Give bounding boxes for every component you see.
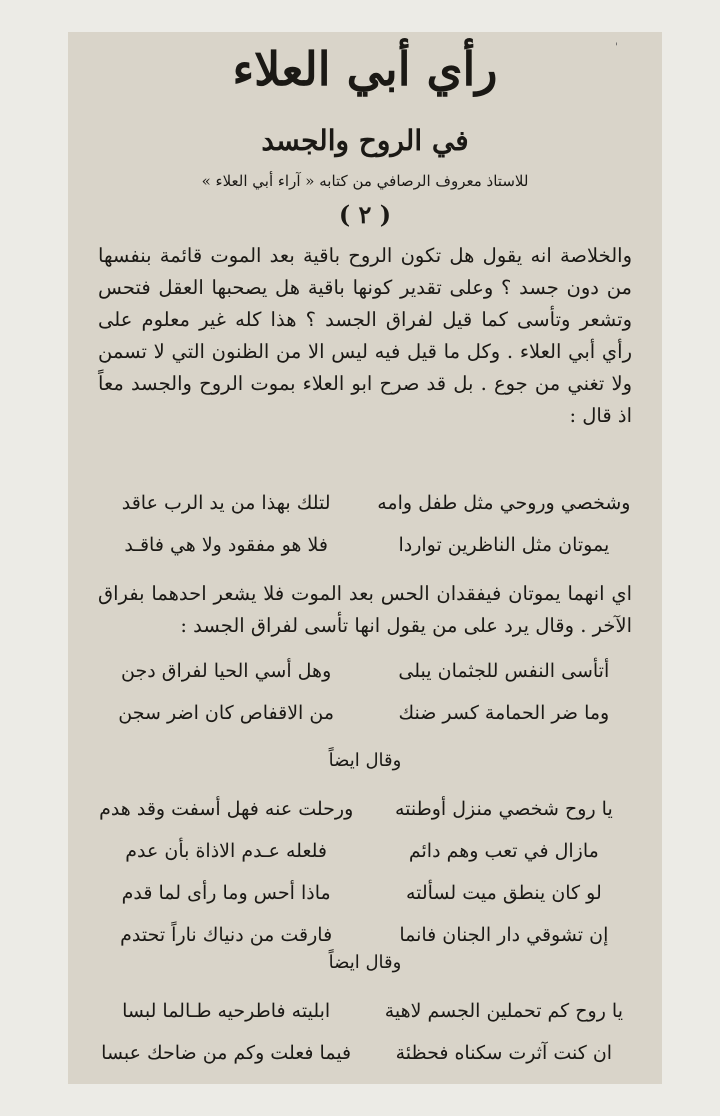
verse-line bbox=[98, 882, 632, 924]
article-title: رأي أبي العلاء bbox=[232, 42, 498, 96]
hemistich-second: ورحلت عنه فهل أسفت وقد هدم bbox=[99, 798, 354, 820]
verse-line bbox=[98, 702, 632, 744]
verse-line bbox=[98, 840, 632, 882]
hemistich-second: فلعله عـدم الاذاة بأن عدم bbox=[125, 840, 328, 862]
verse-block-2 bbox=[98, 660, 632, 744]
hemistich-first: وشخصي وروحي مثل طفل وامه bbox=[377, 492, 631, 514]
verse-line bbox=[98, 1000, 632, 1042]
article-subtitle: في الروح والجسد bbox=[261, 124, 469, 157]
hemistich-second: وهل أسي الحيا لفراق دجن bbox=[121, 660, 332, 682]
paragraph-explanation: اي انهما يموتان فيفقدان الحس بعد الموت فلا يشعر احدهما بفراق الآخر . وقال يرد على من يقول انها تأسى لفراق الجسد : bbox=[98, 582, 632, 637]
hemistich-second: فيما فعلت وكم من ضاحك عبسا bbox=[101, 1042, 352, 1064]
corner-mark: ' bbox=[615, 42, 618, 53]
hemistich-first: أتأسى النفس للجثمان يبلى bbox=[398, 660, 610, 682]
verse-line bbox=[98, 1042, 632, 1084]
hemistich-second: ابليته فاطرحيه طـالما لبسا bbox=[122, 1000, 331, 1022]
verse-line bbox=[98, 534, 632, 576]
hemistich-first: يموتان مثل الناظرين تواردا bbox=[398, 534, 610, 556]
hemistich-second: فلا هو مفقود ولا هي فاقـد bbox=[124, 534, 328, 556]
part-number: ( ٢ ) bbox=[338, 200, 392, 229]
verse-block-4 bbox=[98, 1000, 632, 1084]
verse-line bbox=[98, 660, 632, 702]
hemistich-first: يا روح كم تحملين الجسم لاهية bbox=[384, 1000, 623, 1022]
verse-line bbox=[98, 492, 632, 534]
book-page bbox=[68, 32, 662, 1084]
verse-intro-note: وقال ايضاً bbox=[328, 952, 402, 973]
hemistich-first: إن تشوقي دار الجنان فانما bbox=[399, 924, 609, 946]
hemistich-first: مازال في تعب وهم دائم bbox=[408, 840, 599, 862]
hemistich-first: ان كنت آثرت سكناه فحظئة bbox=[395, 1042, 613, 1064]
author-byline: للاستاذ معروف الرصافي من كتابه « آراء أبي العلاء » bbox=[201, 172, 529, 190]
hemistich-second: لتلك بهذا من يد الرب عاقد bbox=[121, 492, 331, 514]
hemistich-first: يا روح شخصي منزل أوطنته bbox=[394, 798, 613, 820]
hemistich-first: وما ضر الحمامة كسر ضنك bbox=[398, 702, 610, 724]
verse-block-3 bbox=[98, 798, 632, 966]
paragraph-conclusion: والخلاصة انه يقول هل تكون الروح باقية بعد الموت قائمة بنفسها من دون جسد ؟ وعلى تقدير كونها باقية هل يصحبها العقل فتحس وتشعر وتأسى كما قيل لفراق الجسد ؟ هذا كله غير معلوم على رأي أبي العلاء . وكل ما قيل فيه ليس الا من الظنون التي لا تسمن ولا تغني من جوع . بل قد صرح ابو العلاء بموت الروح والجسد معاً اذ قال : bbox=[98, 244, 632, 427]
hemistich-second: من الاقفاص كان اضر سجن bbox=[118, 702, 334, 724]
hemistich-second: فارقت من دنياك ناراً تحتدم bbox=[120, 924, 333, 946]
hemistich-second: ماذا أحس وما رأى لما قدم bbox=[121, 882, 331, 904]
verse-block-1 bbox=[98, 492, 632, 576]
verse-line bbox=[98, 798, 632, 840]
hemistich-first: لو كان ينطق ميت لسألته bbox=[405, 882, 602, 904]
verse-intro-note: وقال ايضاً bbox=[328, 750, 402, 771]
